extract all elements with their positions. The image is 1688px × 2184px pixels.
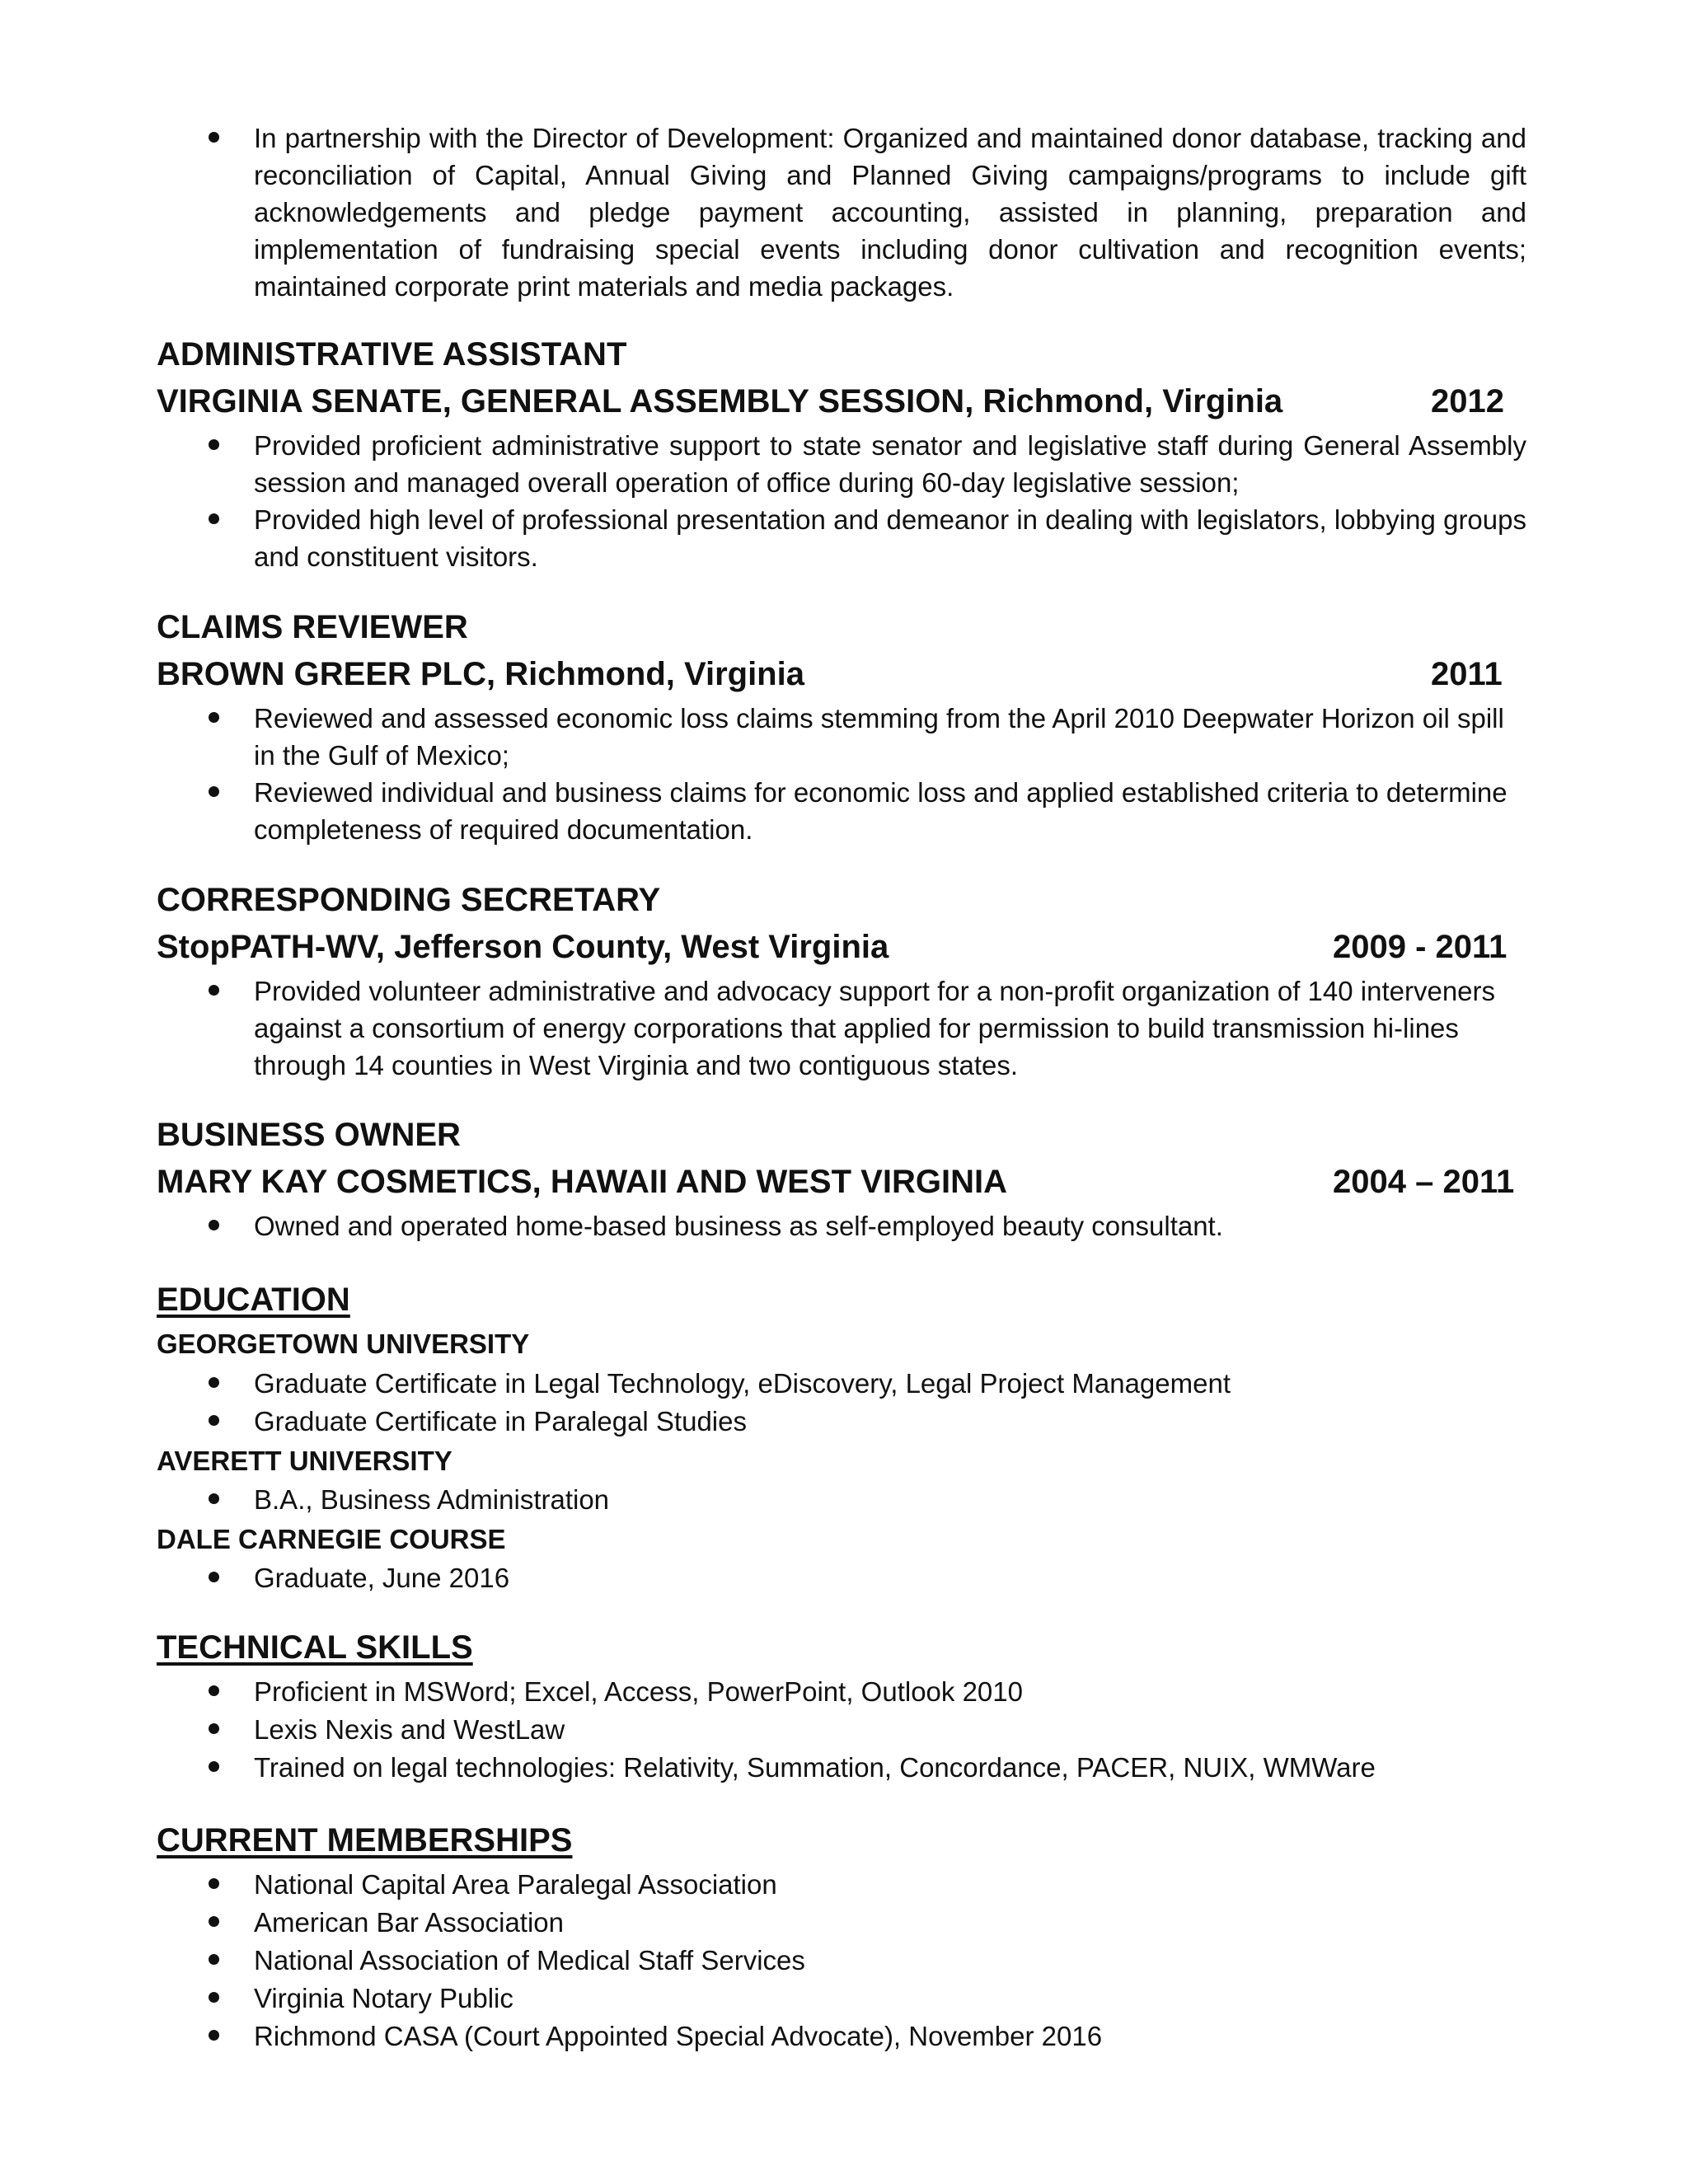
list-item: National Association of Medical Staff Services <box>254 1942 1526 1979</box>
list-item: Owned and operated home-based business as self-employed beauty consultant. <box>254 1207 1526 1244</box>
bullet-icon <box>209 1220 219 1230</box>
job-organization: VIRGINIA SENATE, GENERAL ASSEMBLY SESSION, Richmond, Virginia <box>157 383 1283 419</box>
list-item: In partnership with the Director of Development: Organized and maintained donor database, tracking and reconciliation of Capital, Annual Giving and Planned Giving campaigns/programs to include gift acknowledgements and pledge payment accounting, assisted in planning, preparation and implementation of fundraising special events including donor cultivation and recognition events; maintained corporate print materials and media packages. <box>254 120 1526 305</box>
bullet-icon <box>209 1572 219 1582</box>
bullet-icon <box>209 132 219 143</box>
bullet-icon <box>209 1415 219 1426</box>
bullet-icon <box>209 1916 219 1927</box>
list-item: B.A., Business Administration <box>254 1481 1526 1518</box>
job-title: ADMINISTRATIVE ASSISTANT <box>157 336 627 373</box>
list-item: National Capital Area Paralegal Association <box>254 1866 1526 1903</box>
bullet-icon <box>209 513 219 524</box>
job-years: 2012 <box>1431 383 1504 419</box>
list-item: Graduate Certificate in Paralegal Studies <box>254 1403 1526 1440</box>
job-title: CORRESPONDING SECRETARY <box>157 882 661 918</box>
bullet-icon <box>209 985 219 996</box>
list-item: Proficient in MSWord; Excel, Access, PowerPoint, Outlook 2010 <box>254 1673 1526 1710</box>
bullet-icon <box>209 2030 219 2041</box>
list-item: Graduate, June 2016 <box>254 1559 1526 1596</box>
bullet-icon <box>209 1992 219 2003</box>
list-item: Reviewed and assessed economic loss claims stemming from the April 2010 Deepwater Horizon oil spill in the Gulf of Mexico; <box>254 700 1526 774</box>
job-title: BUSINESS OWNER <box>157 1117 461 1153</box>
list-item: Provided volunteer administrative and advocacy support for a non-profit organization of 140 interveners against a consortium of energy corporations that applied for permission to build transmission hi-lines through 14 counties in West Virginia and two contiguous states. <box>254 972 1526 1084</box>
school-name: GEORGETOWN UNIVERSITY <box>157 1329 530 1359</box>
job-years: 2004 – 2011 <box>1333 1164 1515 1200</box>
list-item: Reviewed individual and business claims for economic loss and applied established criteria to determine completeness of required documentation. <box>254 774 1526 848</box>
school-name: AVERETT UNIVERSITY <box>157 1446 452 1476</box>
list-item: Trained on legal technologies: Relativity, Summation, Concordance, PACER, NUIX, WMWare <box>254 1749 1526 1786</box>
job-years: 2009 - 2011 <box>1333 929 1507 965</box>
list-item: Graduate Certificate in Legal Technology, eDiscovery, Legal Project Management <box>254 1365 1526 1402</box>
list-item: Provided proficient administrative support to state senator and legislative staff during General Assembly session and managed overall operation of office during 60-day legislative session; <box>254 427 1526 501</box>
job-organization: MARY KAY COSMETICS, HAWAII AND WEST VIRGINIA <box>157 1164 1007 1200</box>
bullet-icon <box>209 786 219 797</box>
memberships-heading: CURRENT MEMBERSHIPS <box>157 1822 573 1858</box>
technical-skills-heading: TECHNICAL SKILLS <box>157 1629 473 1666</box>
job-organization: BROWN GREER PLC, Richmond, Virginia <box>157 656 804 692</box>
bullet-icon <box>209 1761 219 1772</box>
list-item: Richmond CASA (Court Appointed Special Advocate), November 2016 <box>254 2018 1526 2055</box>
job-title: CLAIMS REVIEWER <box>157 609 468 645</box>
list-item: Virginia Notary Public <box>254 1980 1526 2017</box>
list-item: Lexis Nexis and WestLaw <box>254 1711 1526 1748</box>
bullet-icon <box>209 712 219 723</box>
job-organization: StopPATH-WV, Jefferson County, West Virginia <box>157 929 889 965</box>
bullet-icon <box>209 439 219 450</box>
bullet-icon <box>209 1493 219 1504</box>
list-item: American Bar Association <box>254 1904 1526 1941</box>
job-years: 2011 <box>1431 656 1503 692</box>
bullet-icon <box>209 1878 219 1889</box>
school-name: DALE CARNEGIE COURSE <box>157 1524 506 1554</box>
list-item: Provided high level of professional presentation and demeanor in dealing with legislators, lobbying groups and constituent visitors. <box>254 501 1526 575</box>
education-heading: EDUCATION <box>157 1282 350 1318</box>
bullet-icon <box>209 1377 219 1388</box>
bullet-icon <box>209 1685 219 1696</box>
bullet-icon <box>209 1954 219 1965</box>
bullet-icon <box>209 1723 219 1734</box>
